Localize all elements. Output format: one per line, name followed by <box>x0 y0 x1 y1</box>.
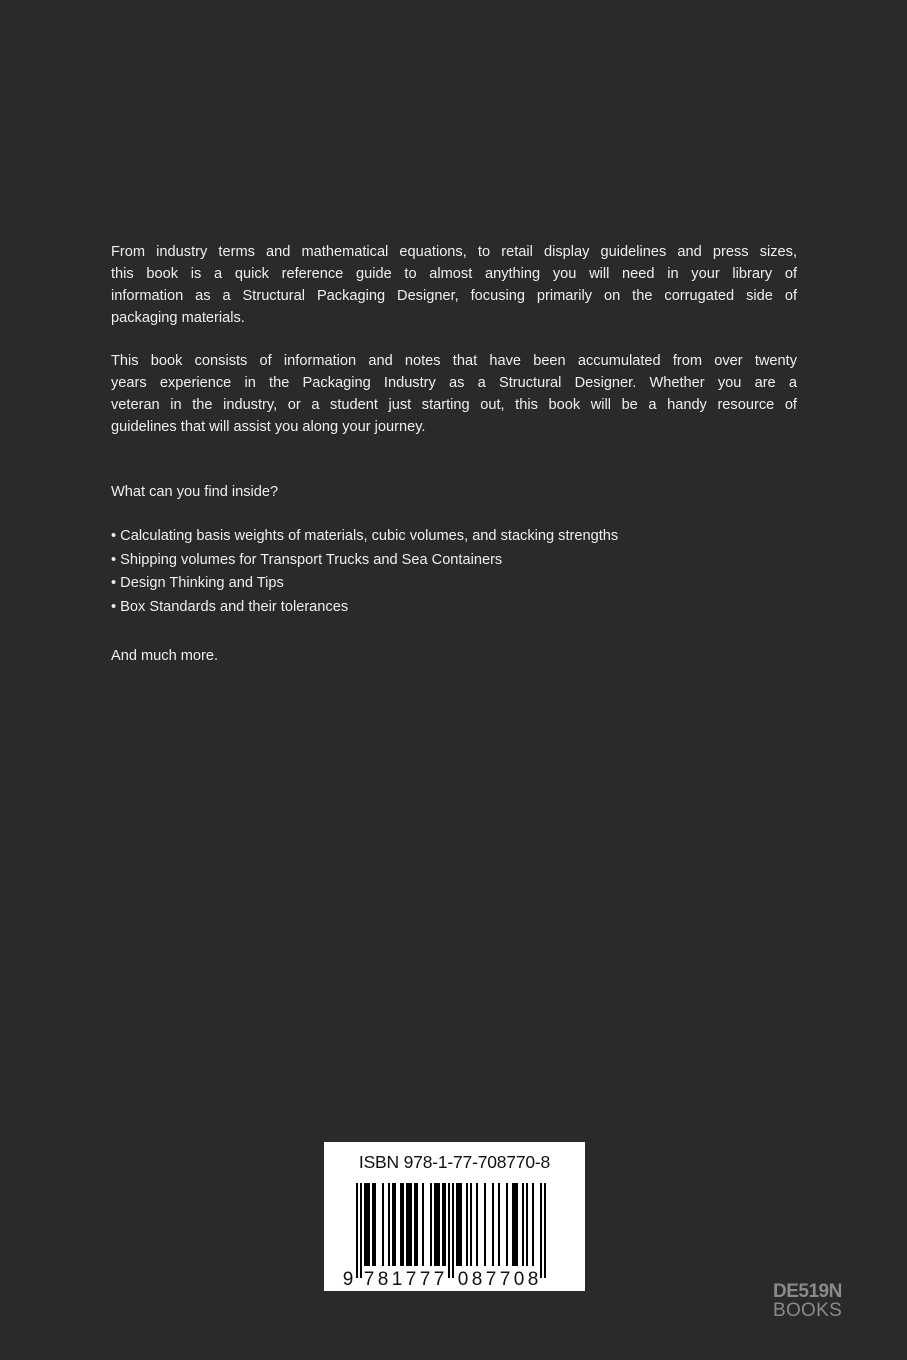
barcode-bar <box>364 1183 366 1266</box>
barcode-digit: 1 <box>391 1269 403 1290</box>
barcode-digit: 8 <box>527 1269 539 1290</box>
barcode-bar <box>498 1183 500 1266</box>
barcode-bar <box>544 1183 546 1278</box>
barcode-digit: 9 <box>342 1269 354 1290</box>
text-line: guidelines that will assist you along your journey. <box>111 419 426 435</box>
barcode-digit: 7 <box>433 1269 445 1290</box>
barcode-bar <box>356 1183 358 1278</box>
barcode-bar <box>448 1183 450 1278</box>
barcode-bar <box>434 1183 436 1266</box>
text-line: veteran in the industry, or a student just starting out, this book will be a handy resource of <box>111 397 797 413</box>
barcode-bar <box>368 1183 370 1266</box>
barcode-bar <box>442 1183 444 1266</box>
barcode-digit: 7 <box>419 1269 431 1290</box>
barcode-digit: 0 <box>513 1269 525 1290</box>
barcode-bar <box>382 1183 384 1266</box>
barcode-bar <box>394 1183 396 1266</box>
text-line: this book is a quick reference guide to almost anything you will need in your library of <box>111 266 797 282</box>
barcode-bar <box>458 1183 460 1266</box>
barcode-bar <box>516 1183 518 1266</box>
barcode-bar <box>484 1183 486 1266</box>
text-line: From industry terms and mathematical equations, to retail display guidelines and press sizes, <box>111 244 797 260</box>
barcode-bar <box>406 1183 408 1266</box>
barcode-bar <box>402 1183 404 1266</box>
barcode-bar <box>430 1183 432 1266</box>
barcode-bar <box>466 1183 468 1266</box>
barcode-bar <box>452 1183 454 1278</box>
list-item: • Shipping volumes for Transport Trucks and Sea Containers <box>111 551 503 568</box>
barcode-bar <box>372 1183 374 1266</box>
description-paragraph-2 <box>111 350 797 438</box>
barcode-bar <box>408 1183 410 1266</box>
barcode-bar <box>422 1183 424 1266</box>
barcode-bar <box>374 1183 376 1266</box>
barcode-digit: 8 <box>377 1269 389 1290</box>
barcode-bar <box>392 1183 394 1266</box>
barcode-bar <box>456 1183 458 1266</box>
list-item: • Calculating basis weights of materials, cubic volumes, and stacking strengths <box>111 528 619 544</box>
logo-line-2: BOOKS <box>773 1300 843 1321</box>
text-line: What can you find inside? <box>111 484 279 500</box>
barcode-bar <box>366 1183 368 1266</box>
barcode-bar <box>492 1183 494 1266</box>
text-line: information as a Structural Packaging Designer, focusing primarily on the corrugated side of <box>111 288 797 304</box>
barcode-digit: 7 <box>499 1269 511 1290</box>
barcode-bar <box>526 1183 528 1266</box>
barcode-bar <box>444 1183 446 1266</box>
bullet-list <box>111 525 797 620</box>
inside-question <box>111 481 797 503</box>
barcode-digit: 0 <box>457 1269 469 1290</box>
barcode-bar <box>416 1183 418 1266</box>
barcode-bar <box>512 1183 514 1266</box>
barcode-bar <box>438 1183 440 1266</box>
barcode-digit: 7 <box>363 1269 375 1290</box>
barcode-bars <box>324 1142 585 1291</box>
barcode-bar <box>414 1183 416 1266</box>
barcode-bar <box>388 1183 390 1266</box>
barcode-digit: 7 <box>405 1269 417 1290</box>
list-item: • Design Thinking and Tips <box>111 575 284 592</box>
closing-text <box>111 645 797 667</box>
barcode-bar <box>540 1183 542 1278</box>
isbn-label: ISBN 978-1-77-708770-8 <box>358 1152 551 1172</box>
barcode-bar <box>400 1183 402 1266</box>
text-line: years experience in the Packaging Industry as a Structural Designer. Whether you are a <box>111 375 797 391</box>
barcode-digit: 7 <box>485 1269 497 1290</box>
barcode-bar <box>514 1183 516 1266</box>
barcode-bar <box>506 1183 508 1266</box>
barcode-bar <box>410 1183 412 1266</box>
barcode-bar <box>470 1183 472 1266</box>
barcode-bar <box>460 1183 462 1266</box>
list-item: • Box Standards and their tolerances <box>111 599 349 616</box>
text-line: This book consists of information and notes that have been accumulated from over twenty <box>111 353 797 369</box>
barcode-bar <box>522 1183 524 1266</box>
barcode-bar <box>360 1183 362 1278</box>
description-paragraph-1 <box>111 241 797 329</box>
barcode-bar <box>532 1183 534 1266</box>
text-line: And much more. <box>111 648 219 664</box>
publisher-logo <box>773 1282 842 1320</box>
isbn-barcode <box>324 1142 585 1291</box>
barcode-bar <box>476 1183 478 1266</box>
barcode-digit: 8 <box>471 1269 483 1290</box>
barcode-bar <box>436 1183 438 1266</box>
text-line: packaging materials. <box>111 310 245 326</box>
logo-line-1: DE519N <box>773 1281 842 1302</box>
